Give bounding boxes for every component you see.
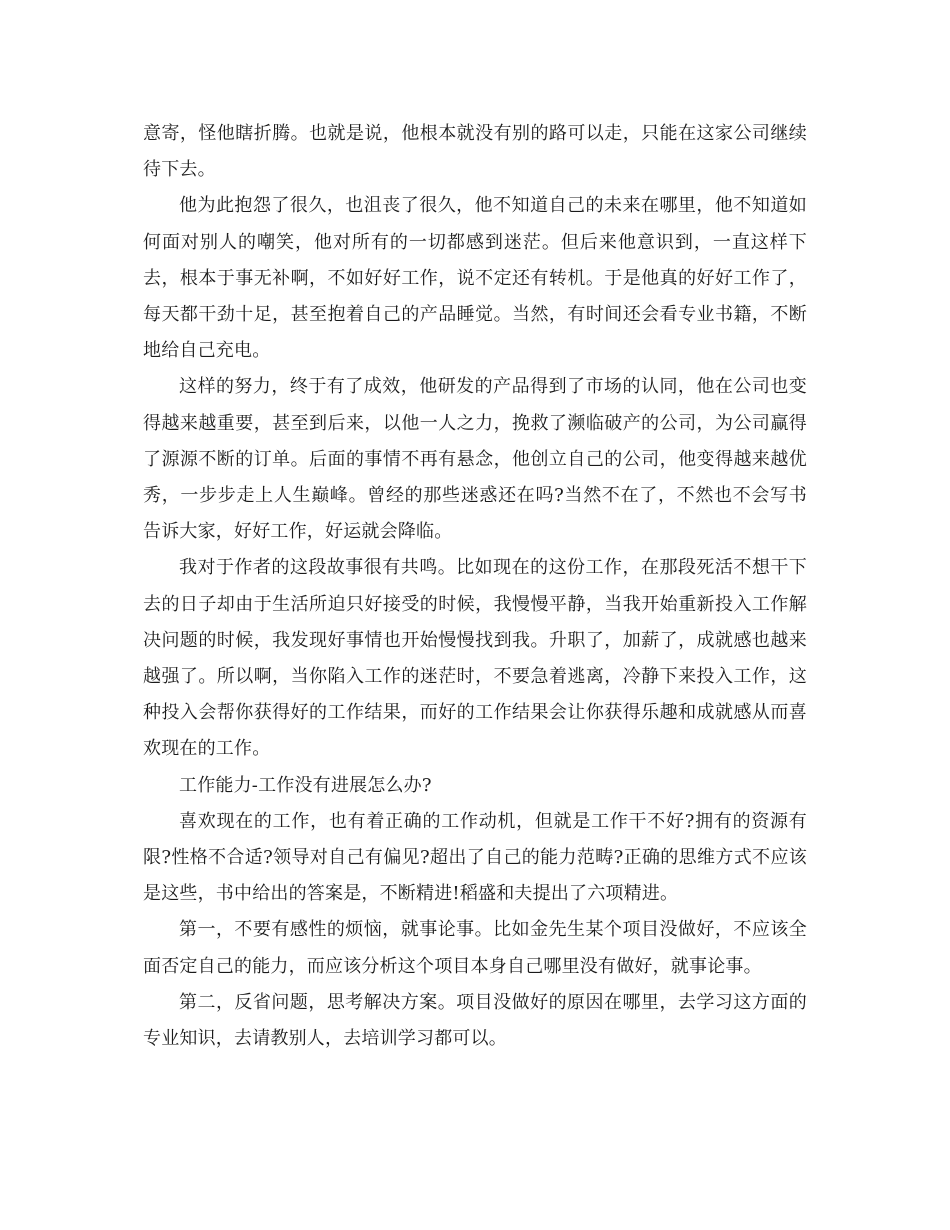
paragraph-six-efforts: 喜欢现在的工作，也有着正确的工作动机，但就是工作干不好?拥有的资源有限?性格不合适?领导对自己有偏见?超出了自己的能力范畴?正确的思维方式不应该是这些，书中给出的答案是，不断精进!稻盛和夫提出了六项精进。	[143, 810, 807, 905]
paragraph-continuation: 意寄，怪他瞎折腾。也就是说，他根本就没有别的路可以走，只能在这家公司继续待下去。	[143, 123, 807, 181]
document-body	[143, 116, 807, 1057]
paragraph-complaint: 他为此抱怨了很久，也沮丧了很久，他不知道自己的未来在哪里，他不知道如何面对别人的嘲笑，他对所有的一切都感到迷茫。但后来他意识到，一直这样下去，根本于事无补啊，不如好好工作，说不定还有转机。于是他真的好好工作了，每天都干劲十足，甚至抱着自己的产品睡觉。当然，有时间还会看专业书籍，不断地给自己充电。	[143, 195, 807, 362]
paragraph-point-two: 第二，反省问题，思考解决方案。项目没做好的原因在哪里，去学习这方面的专业知识，去请教别人，去培训学习都可以。	[143, 991, 807, 1050]
paragraph-resonance: 我对于作者的这段故事很有共鸣。比如现在的这份工作，在那段死活不想干下去的日子却由于生活所迫只好接受的时候，我慢慢平静，当我开始重新投入工作解决问题的时候，我发现好事情也开始慢慢找到我。升职了，加薪了，成就感也越来越强了。所以啊，当你陷入工作的迷茫时，不要急着逃离，冷静下来投入工作，这种投入会帮你获得好的工作结果，而好的工作结果会让你获得乐趣和成就感从而喜欢现在的工作。	[143, 557, 807, 760]
paragraph-point-one: 第一，不要有感性的烦恼，就事论事。比如金先生某个项目没做好，不应该全面否定自己的能力，而应该分析这个项目本身自己哪里没有做好，就事论事。	[143, 919, 807, 977]
section-heading: 工作能力-工作没有进展怎么办?	[179, 774, 432, 796]
paragraph-success: 这样的努力，终于有了成效，他研发的产品得到了市场的认同，他在公司也变得越来越重要，甚至到后来，以他一人之力，挽救了濒临破产的公司，为公司赢得了源源不断的订单。后面的事情不再有悬念，他创立自己的公司，他变得越来越优秀，一步步走上人生巅峰。曾经的那些迷惑还在吗?当然不在了，不然也不会写书告诉大家，好好工作，好运就会降临。	[143, 376, 807, 543]
